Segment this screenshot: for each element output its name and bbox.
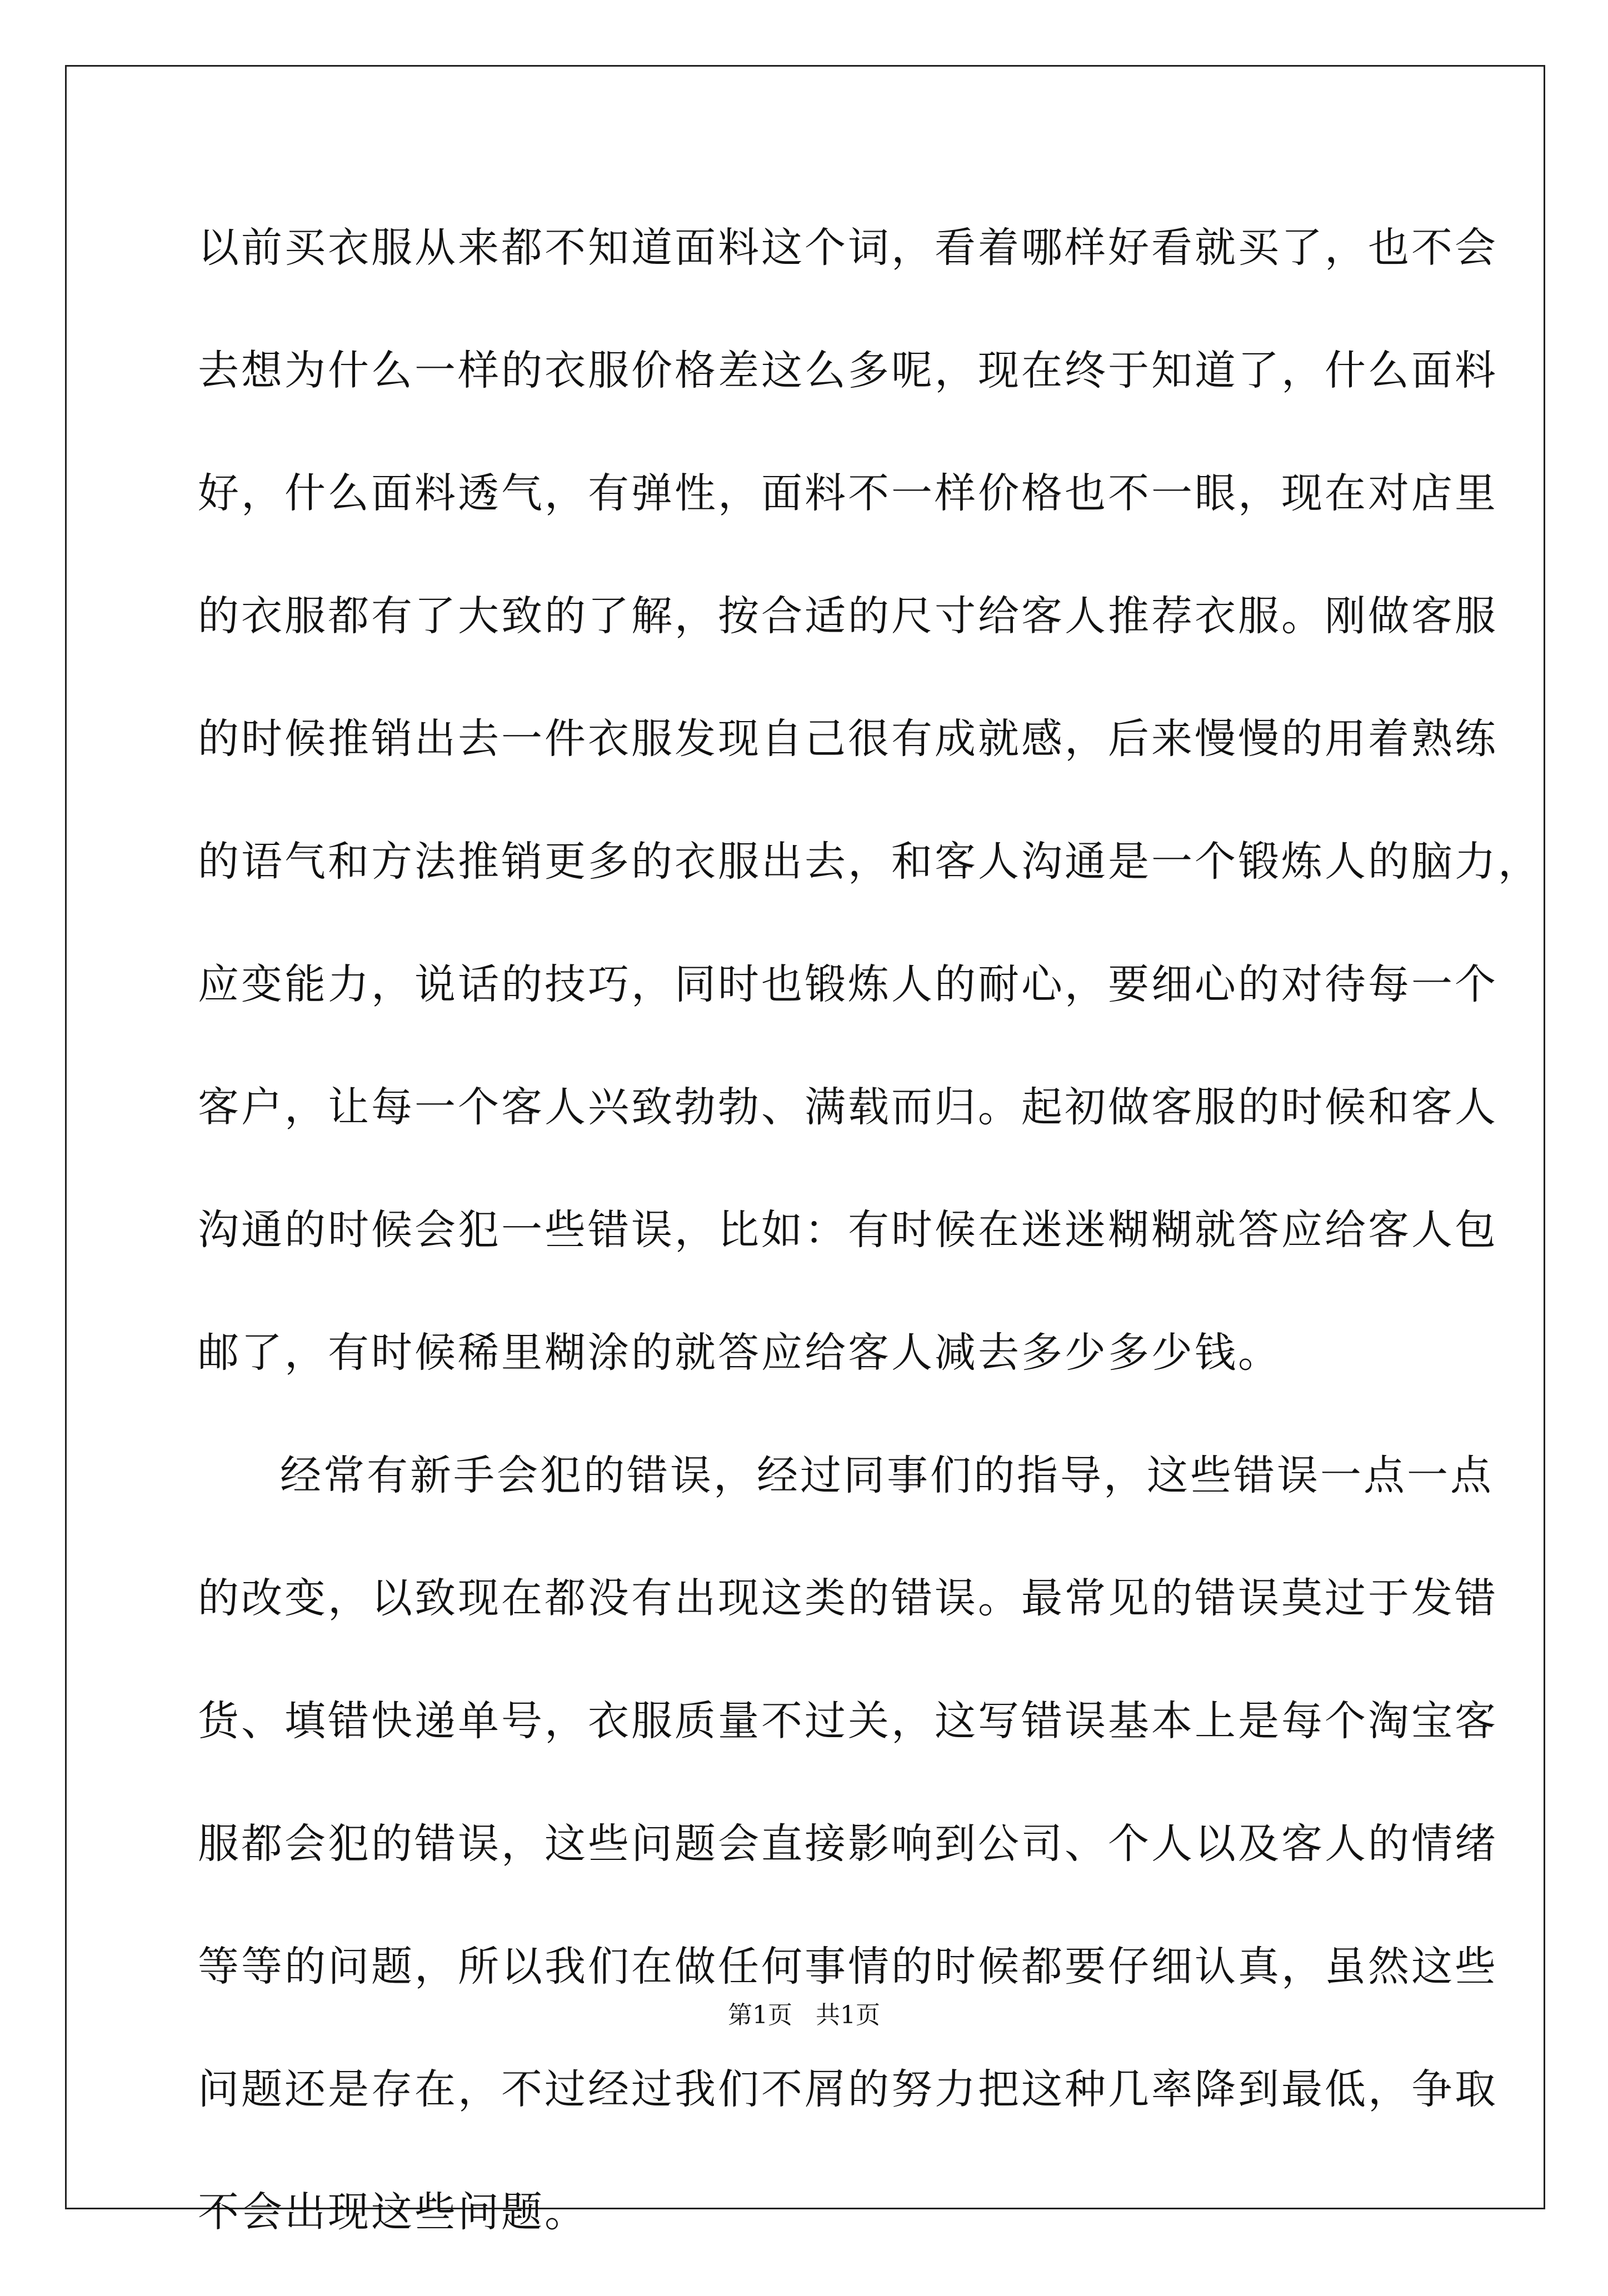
- paragraph-1-line-6: 的语气和方法推销更多的衣服出去，和客人沟通是一个锻炼人的脑力，: [198, 838, 1541, 886]
- paragraph-1-line-9: 沟通的时候会犯一些错误，比如：有时候在迷迷糊糊就答应给客人包: [198, 1206, 1498, 1254]
- paragraph-1-line-3: 好，什么面料透气，有弹性，面料不一样价格也不一眼，现在对店里: [198, 469, 1498, 517]
- paragraph-2-line-2: 的改变，以致现在都没有出现这类的错误。最常见的错误莫过于发错: [198, 1574, 1498, 1622]
- paragraph-1-line-1: 以前买衣服从来都不知道面料这个词，看着哪样好看就买了，也不会: [198, 224, 1498, 272]
- paragraph-1-line-10: 邮了，有时候稀里糊涂的就答应给客人减去多少多少钱。: [198, 1329, 1281, 1377]
- paragraph-2-line-6: 问题还是存在，不过经过我们不屑的努力把这种几率降到最低，争取: [198, 2065, 1498, 2113]
- paragraph-1-line-4: 的衣服都有了大致的了解，按合适的尺寸给客人推荐衣服。刚做客服: [198, 592, 1498, 640]
- paragraph-1-line-2: 去想为什么一样的衣服价格差这么多呢，现在终于知道了，什么面料: [198, 347, 1498, 394]
- page-footer: 第1页 共1页: [728, 2001, 880, 2029]
- paragraph-2-line-7: 不会出现这些问题。: [198, 2188, 588, 2236]
- paragraph-2-line-4: 服都会犯的错误，这些问题会直接影响到公司、个人以及客人的情绪: [198, 1820, 1498, 1868]
- paragraph-2-line-3: 货、填错快递单号，衣服质量不过关，这写错误基本上是每个淘宝客: [198, 1697, 1498, 1745]
- paragraph-1-line-5: 的时候推销出去一件衣服发现自己很有成就感，后来慢慢的用着熟练: [198, 715, 1498, 763]
- paragraph-1-line-7: 应变能力，说话的技巧，同时也锻炼人的耐心，要细心的对待每一个: [198, 961, 1498, 1008]
- paragraph-1-line-8: 客户，让每一个客人兴致勃勃、满载而归。起初做客服的时候和客人: [198, 1083, 1498, 1131]
- paragraph-2-line-5: 等等的问题，所以我们在做任何事情的时候都要仔细认真，虽然这些: [198, 1943, 1498, 1990]
- paragraph-2-line-1: 经常有新手会犯的错误，经过同事们的指导，这些错误一点一点: [280, 1452, 1494, 1499]
- document-body: [198, 209, 1541, 2296]
